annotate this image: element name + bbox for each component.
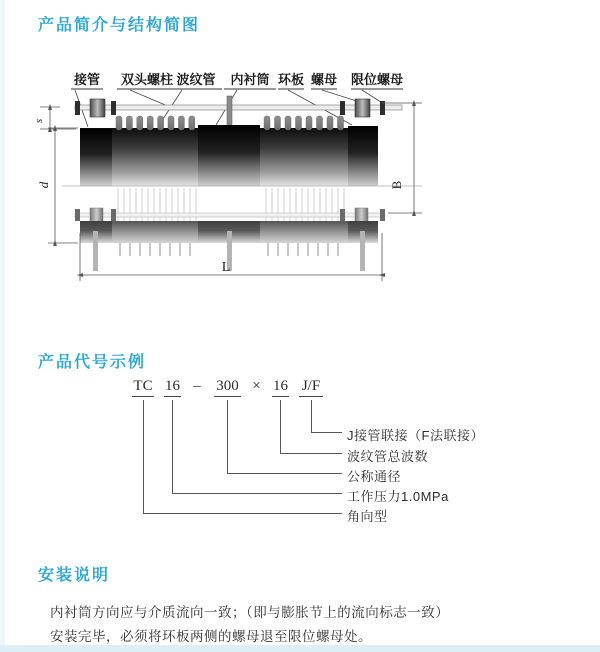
svg-text:s: s [33,118,45,124]
code-connector [143,513,342,514]
code-connector [311,400,312,432]
code-token-pressure: 16 [164,378,181,397]
code-connector [311,432,342,433]
code-token-times: × [252,378,261,394]
code-connector [143,400,144,513]
central-stud [227,96,232,130]
code-annotation-type: 角向型 [347,509,388,524]
code-token-waves: 16 [272,378,289,397]
part-label-bowenguan: 波纹管 [176,72,216,87]
page-edge-tint-left [0,0,5,652]
body-lower [75,188,385,271]
code-connector [280,400,281,453]
code-token-dash: – [193,378,201,394]
code-connector [227,400,228,473]
code-connector [227,473,342,474]
section-title-intro: 产品简介与结构简图 [38,17,201,34]
dimension-B [382,103,422,213]
part-label-shuangtouluozhu: 双头螺柱 [120,72,174,87]
svg-text:B: B [389,180,404,190]
expansion-joint-drawing [30,63,475,303]
part-label-huanban: 环板 [277,72,305,87]
page-edge-tint-bottom [0,645,600,652]
code-token-tc: TC [132,378,154,397]
code-annotation-pressure: 工作压力1.0MPa [347,489,449,504]
svg-text:d: d [36,181,51,189]
code-connector [280,453,342,454]
section-title-install: 安装说明 [38,567,111,584]
install-instruction-line: 内衬筒方向应与介质流向一致；（即与膨胀节上的流向标志一致） [50,605,450,620]
structure-diagram [30,63,475,303]
code-token-diameter: 300 [214,378,241,397]
part-label-xianweiluomu: 限位螺母 [350,72,404,87]
install-instruction-line: 安装完毕，必须将环板两侧的螺母退至限位螺母处。 [50,629,372,644]
tie-rod-top [75,99,402,117]
part-label-jieguan: 接管 [73,72,101,87]
code-connector [172,493,342,494]
code-token-connection: J/F [299,378,323,397]
code-annotation-connection: J接管联接（F法联接） [347,428,484,443]
code-annotation-waves: 波纹管总波数 [347,449,429,464]
dimension-s [33,107,76,129]
code-connector [172,400,173,493]
section-title-code: 产品代号示例 [38,354,147,371]
part-label-neichentong: 内衬筒 [230,72,270,87]
part-label-luomu: 螺母 [310,72,338,87]
body-upper [80,125,378,186]
code-annotation-diameter: 公称通径 [347,469,402,484]
svg-text:L: L [221,260,231,275]
dimension-d [36,128,78,243]
